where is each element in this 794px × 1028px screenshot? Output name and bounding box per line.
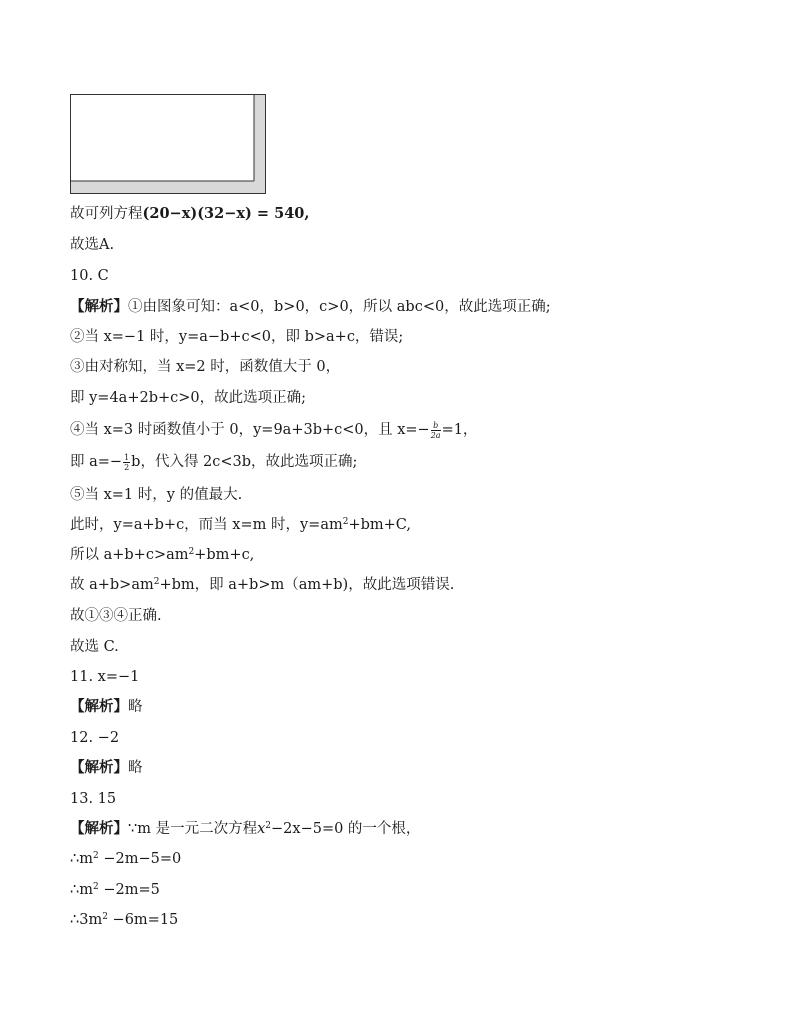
text-line: ③由对称知，当 x=2 时，函数值大于 0， [70, 359, 341, 375]
equation: (20−x)(32−x) = 540, [142, 205, 310, 222]
fraction [123, 453, 130, 472]
text-line: ⑤当 x=1 时，y 的值最大. [70, 487, 243, 503]
answer-line: 故选A. [70, 237, 115, 253]
text: −2x−5=0 的一个根， [271, 821, 421, 837]
superscript: 2 [92, 882, 99, 892]
analysis-line [70, 819, 420, 839]
rectangle-figure [70, 94, 266, 194]
analysis-text: 略 [128, 699, 143, 715]
denominator: 2a [430, 430, 441, 440]
text-line: 即 y=4a+2b+c>0，故此选项正确; [70, 390, 307, 406]
question-number: 10. C [70, 268, 109, 284]
text: ∵m 是一元二次方程 [128, 821, 258, 837]
analysis-line [70, 297, 551, 317]
text: ∴m [70, 882, 93, 898]
text: 故 a+b>am [70, 577, 154, 593]
text: ∴3m [70, 912, 103, 928]
question-number: 13. 15 [70, 791, 117, 807]
text: 此时，y=a+b+c，而当 x=m 时，y=am [70, 517, 343, 533]
text: +bm，即 a+b>m（am+b)，故此选项错误. [159, 577, 455, 593]
text-line [70, 575, 454, 595]
analysis-text: 略 [128, 760, 143, 776]
text-line [70, 545, 254, 565]
denominator: 2 [124, 462, 130, 472]
text: =1， [441, 422, 478, 438]
superscript: 2 [188, 547, 195, 557]
analysis-line [70, 697, 143, 717]
analysis-text: ①由图象可知：a<0，b>0，c>0，所以 abc<0，故此选项正确; [128, 299, 551, 315]
analysis-line [70, 758, 143, 778]
text-line [70, 910, 178, 930]
text: b，代入得 2c<3b，故此选项正确; [131, 454, 358, 470]
text: −6m=15 [107, 912, 179, 928]
variable: x [257, 821, 266, 837]
analysis-tag: 【解析】 [70, 698, 128, 715]
text: 即 a=− [70, 454, 123, 470]
text: ④当 x=3 时函数值小于 0，y=9a+3b+c<0，且 x=− [70, 422, 430, 438]
analysis-tag: 【解析】 [70, 759, 128, 776]
superscript: 2 [102, 912, 108, 922]
text-line [70, 880, 160, 900]
text-line [70, 849, 181, 869]
answer-line: 故选 C. [70, 639, 119, 655]
text: 所以 a+b+c>am [70, 547, 189, 563]
text-line: ②当 x=−1 时，y=a−b+c<0，即 b>a+c，错误; [70, 329, 404, 345]
text-line: 故①③④正确. [70, 608, 162, 624]
numerator: b [431, 421, 441, 431]
text: +bm+c, [194, 547, 255, 563]
numerator: 1 [124, 452, 130, 462]
analysis-tag: 【解析】 [70, 820, 128, 837]
text-line-fraction [70, 420, 477, 440]
question-number: 12. −2 [70, 730, 120, 746]
text-line-fraction [70, 452, 357, 472]
question-number: 11. x=−1 [70, 669, 140, 685]
text-line [70, 515, 411, 535]
text: ∴m [70, 851, 93, 867]
fraction [431, 421, 441, 440]
equation-line [70, 204, 309, 224]
analysis-tag: 【解析】 [70, 298, 128, 315]
superscript: 2 [92, 851, 99, 861]
text: +bm+C, [348, 517, 411, 533]
superscript: 2 [153, 577, 160, 587]
text: −2m−5=0 [98, 851, 182, 867]
text: 故可列方程 [70, 206, 143, 222]
superscript: 2 [342, 517, 349, 527]
superscript: 2 [265, 821, 272, 831]
text: −2m=5 [98, 882, 160, 898]
